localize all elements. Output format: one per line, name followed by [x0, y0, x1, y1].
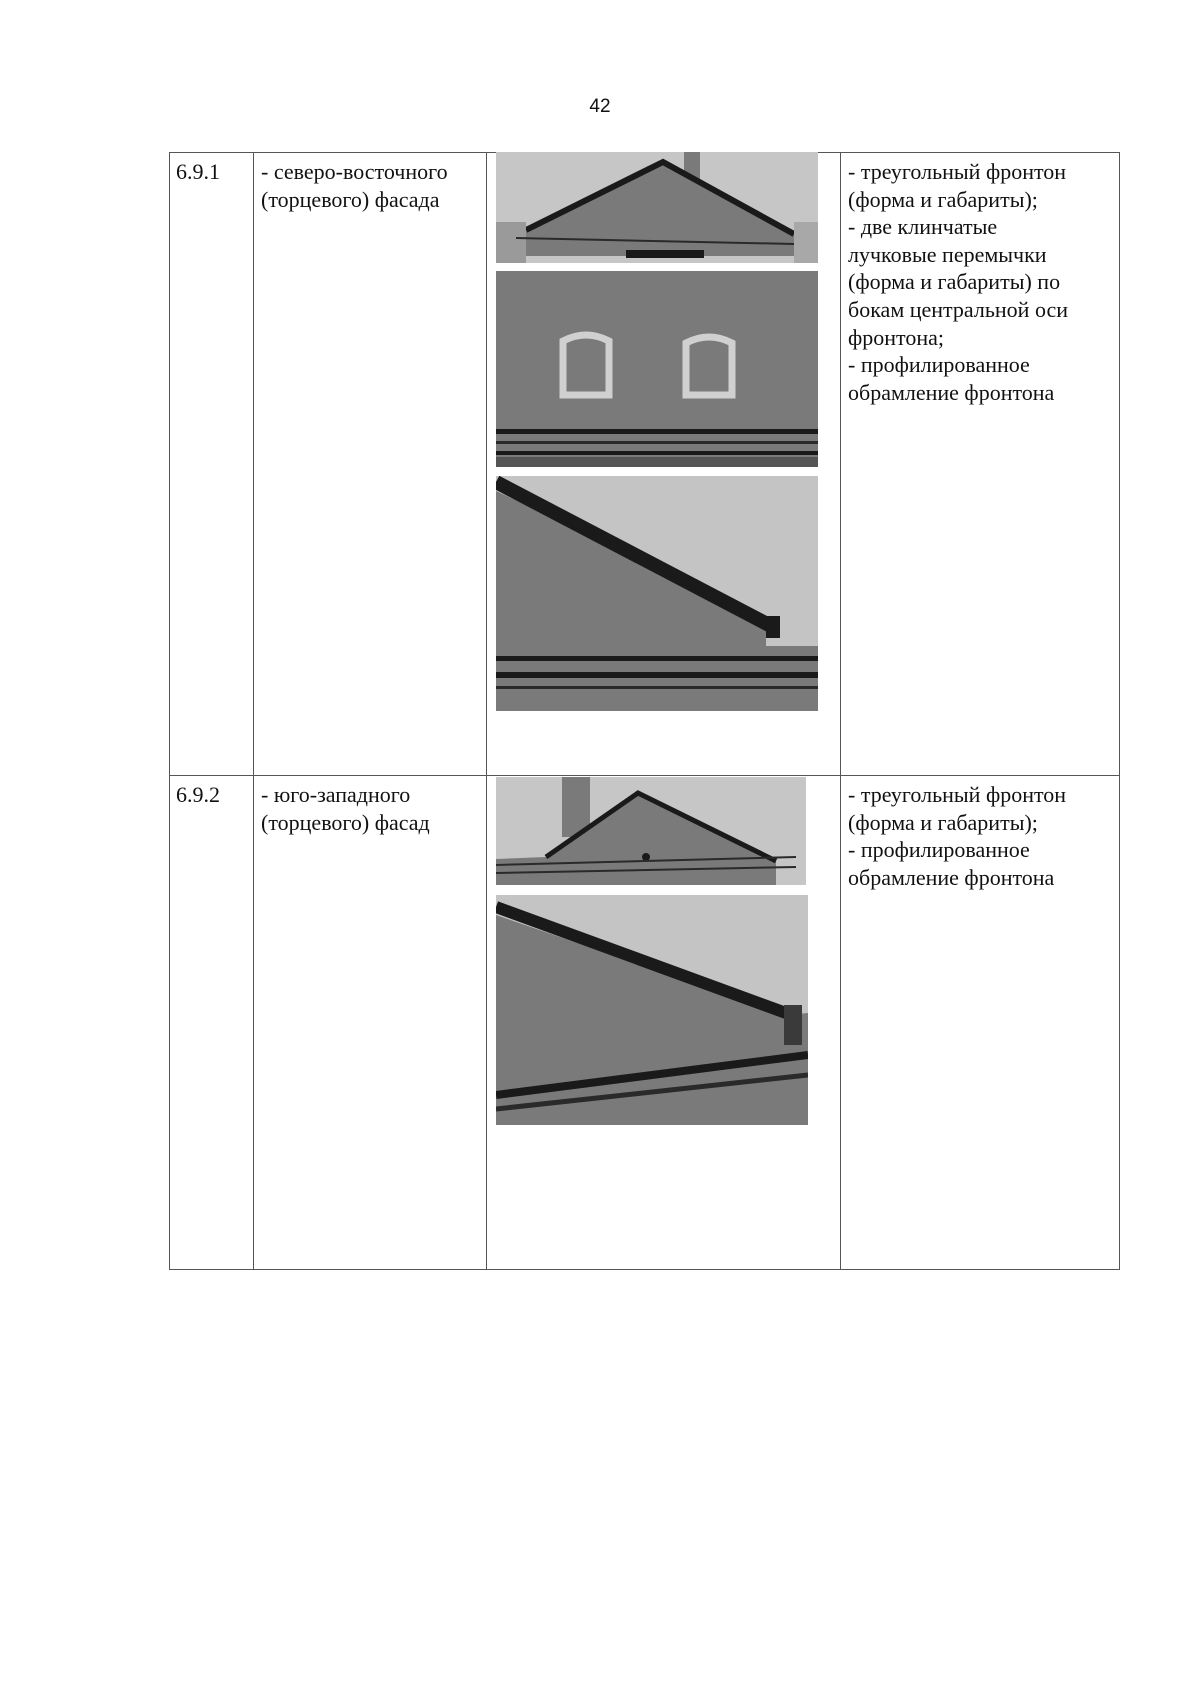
facade-name [261, 781, 430, 836]
description-line: бокам центральной оси [848, 296, 1069, 322]
table-row-divider [169, 775, 1120, 776]
gable-photo [496, 152, 818, 263]
gable-photo [496, 777, 806, 885]
element-table [169, 152, 1120, 1270]
description [848, 158, 1068, 406]
description-line: - профилированное [848, 352, 1030, 378]
row-number: 6.9.1 [176, 159, 220, 184]
gable-frame-detail-photo [496, 895, 808, 1125]
description-line: обрамление фронтона [848, 379, 1055, 405]
description-line: обрамление фронтона [848, 864, 1055, 890]
table-border-right [1119, 152, 1120, 1270]
description-line: - профилированное [848, 837, 1030, 863]
page-number: 42 [589, 96, 611, 117]
table-divider-col1 [253, 152, 254, 1270]
description-line: фронтона; [848, 324, 945, 350]
facade-name-line: (торцевого) фасад [261, 809, 430, 835]
gable-frame-detail-photo [496, 476, 818, 711]
table-border-left [169, 152, 170, 1270]
facade-name-line: (торцевого) фасада [261, 186, 440, 212]
description-line: - треугольный фронтон [848, 782, 1067, 807]
description-line: - две клинчатые [848, 214, 998, 240]
description [848, 781, 1066, 891]
description-line: - треугольный фронтон [848, 159, 1067, 184]
facade-name [261, 158, 448, 213]
table-border-bottom [169, 1269, 1120, 1270]
description-line: (форма и габариты); [848, 809, 1038, 835]
window-lintels-photo [496, 271, 818, 467]
description-line: (форма и габариты); [848, 186, 1038, 212]
table-divider-col3 [840, 152, 841, 1270]
facade-name-line: - юго-западного [261, 782, 411, 807]
description-line: (форма и габариты) по [848, 269, 1061, 295]
row-number: 6.9.2 [176, 782, 220, 807]
table-divider-col2 [486, 152, 487, 1270]
facade-name-line: - северо-восточного [261, 159, 448, 184]
description-line: лучковые перемычки [848, 241, 1047, 267]
